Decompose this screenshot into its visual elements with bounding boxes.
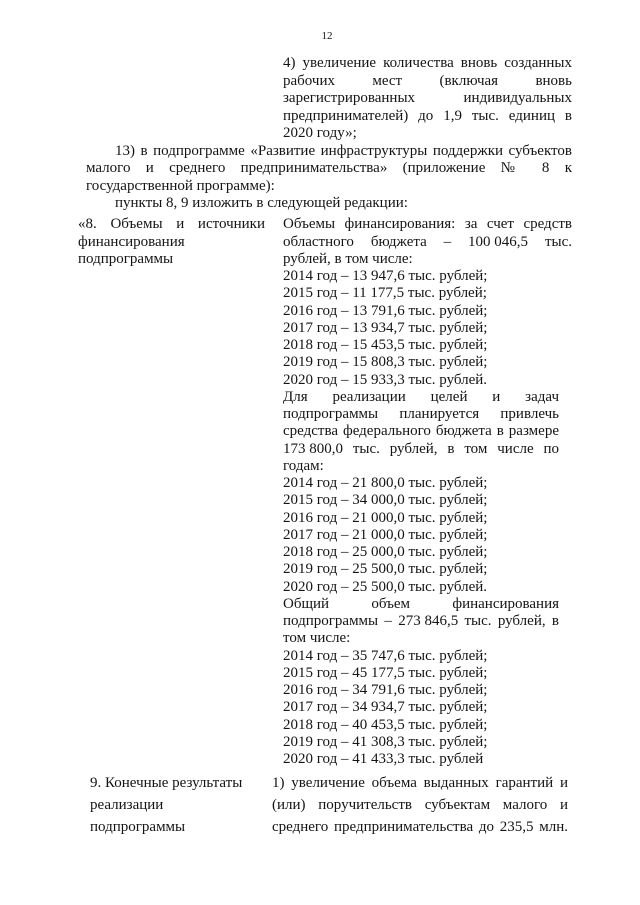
item-4-line: зарегистрированных индивидуальных [283, 90, 572, 106]
item-4-paragraph [283, 55, 572, 143]
row-8-label-line: «8. Объемы и источники [78, 216, 265, 233]
regional-budget-intro-line: областного бюджета – 100 046,5 тыс. [283, 233, 572, 250]
federal-budget-intro-line: Для реализации целей и задач [283, 388, 559, 405]
regional-budget-year-line: 2016 год – 13 791,6 тыс. рублей; [283, 302, 488, 319]
federal-budget-year-line: 2019 год – 25 500,0 тыс. рублей; [283, 561, 488, 578]
item-4-line: 4) увеличение количества вновь созданных [283, 55, 572, 71]
row-8-content [283, 216, 572, 768]
total-funding-intro-line: том числе: [283, 630, 351, 647]
regional-budget-year-line: 2020 год – 15 933,3 тыс. рублей. [283, 371, 488, 388]
total-funding-intro-line: подпрограммы – 273 846,5 тыс. рублей, в [283, 613, 559, 630]
item-4-line: предпринимателей) до 1,9 тыс. единиц в [283, 107, 572, 124]
regional-budget-year-line: 2018 год – 15 453,5 тыс. рублей; [283, 337, 488, 354]
regional-budget-year-line: 2015 год – 11 177,5 тыс. рублей; [283, 285, 487, 302]
federal-budget-intro-line: 173 800,0 тыс. рублей, в том числе по [283, 440, 559, 457]
row-8-label-line: финансирования [78, 233, 185, 250]
row-8-label-line: подпрограммы [78, 250, 174, 267]
regional-budget-year-line: 2019 год – 15 808,3 тыс. рублей; [283, 354, 488, 371]
row-9-label-line: реализации [90, 797, 164, 813]
results-line: среднего предпринимательства до 235,5 млн. [272, 819, 568, 835]
item-13-line: 13) в подпрограмме «Развитие инфраструктуры поддержки субъектов [115, 142, 572, 159]
instruction-line: пункты 8, 9 изложить в следующей редакции: [115, 195, 408, 212]
row-9-content [272, 772, 568, 838]
regional-budget-intro-line: рублей, в том числе: [283, 250, 413, 267]
federal-budget-intro-line: подпрограммы планируется привлечь [283, 406, 559, 423]
item-13-line: государственной программе): [86, 177, 275, 194]
regional-budget-year-line: 2014 год – 13 947,6 тыс. рублей; [283, 268, 488, 285]
federal-budget-intro-line: годам: [283, 457, 324, 474]
item-4-line: рабочих мест (включая вновь [283, 72, 572, 89]
regional-budget-intro-line: Объемы финансирования: за счет средств [283, 216, 572, 233]
amount-value: 100 046,5 [468, 233, 529, 250]
row-9-label-line: подпрограммы [90, 819, 186, 835]
federal-budget-year-line: 2016 год – 21 000,0 тыс. рублей; [283, 509, 488, 526]
federal-budget-year-line: 2015 год – 34 000,0 тыс. рублей; [283, 492, 488, 509]
total-funding-year-line: 2019 год – 41 308,3 тыс. рублей; [283, 733, 488, 750]
results-line: 1) увеличение объема выданных гарантий и [272, 775, 568, 791]
total-funding-year-line: 2014 год – 35 747,6 тыс. рублей; [283, 647, 488, 664]
federal-budget-intro-line: средства федерального бюджета в размере [283, 423, 559, 440]
row-9-label-line: 9. Конечные результаты [90, 775, 243, 791]
federal-budget-year-line: 2014 год – 21 800,0 тыс. рублей; [283, 475, 488, 492]
total-funding-year-line: 2018 год – 40 453,5 тыс. рублей; [283, 716, 488, 733]
item-4-line: 2020 году»; [283, 125, 357, 141]
federal-budget-year-line: 2018 год – 25 000,0 тыс. рублей; [283, 544, 488, 561]
item-13-paragraph [86, 143, 572, 213]
total-funding-year-line: 2016 год – 34 791,6 тыс. рублей; [283, 682, 488, 699]
results-line: (или) поручительств субъектам малого и [272, 797, 568, 813]
row-8-label [78, 216, 265, 268]
total-funding-year-line: 2020 год – 41 433,3 тыс. рублей [283, 751, 484, 768]
row-9-label [90, 772, 265, 838]
amount-value: 273 846,5 [398, 613, 459, 630]
total-funding-intro-line: Общий объем финансирования [283, 595, 559, 612]
total-funding-year-line: 2017 год – 34 934,7 тыс. рублей; [283, 699, 488, 716]
federal-budget-year-line: 2017 год – 21 000,0 тыс. рублей; [283, 526, 488, 543]
page-number: 12 [321, 30, 333, 42]
total-funding-year-line: 2015 год – 45 177,5 тыс. рублей; [283, 664, 488, 681]
item-13-line: малого и среднего предпринимательства» (приложение № 8 к [86, 160, 572, 177]
regional-budget-year-line: 2017 год – 13 934,7 тыс. рублей; [283, 319, 488, 336]
amount-value: 173 800,0 [283, 440, 343, 457]
federal-budget-year-line: 2020 год – 25 500,0 тыс. рублей. [283, 578, 488, 595]
